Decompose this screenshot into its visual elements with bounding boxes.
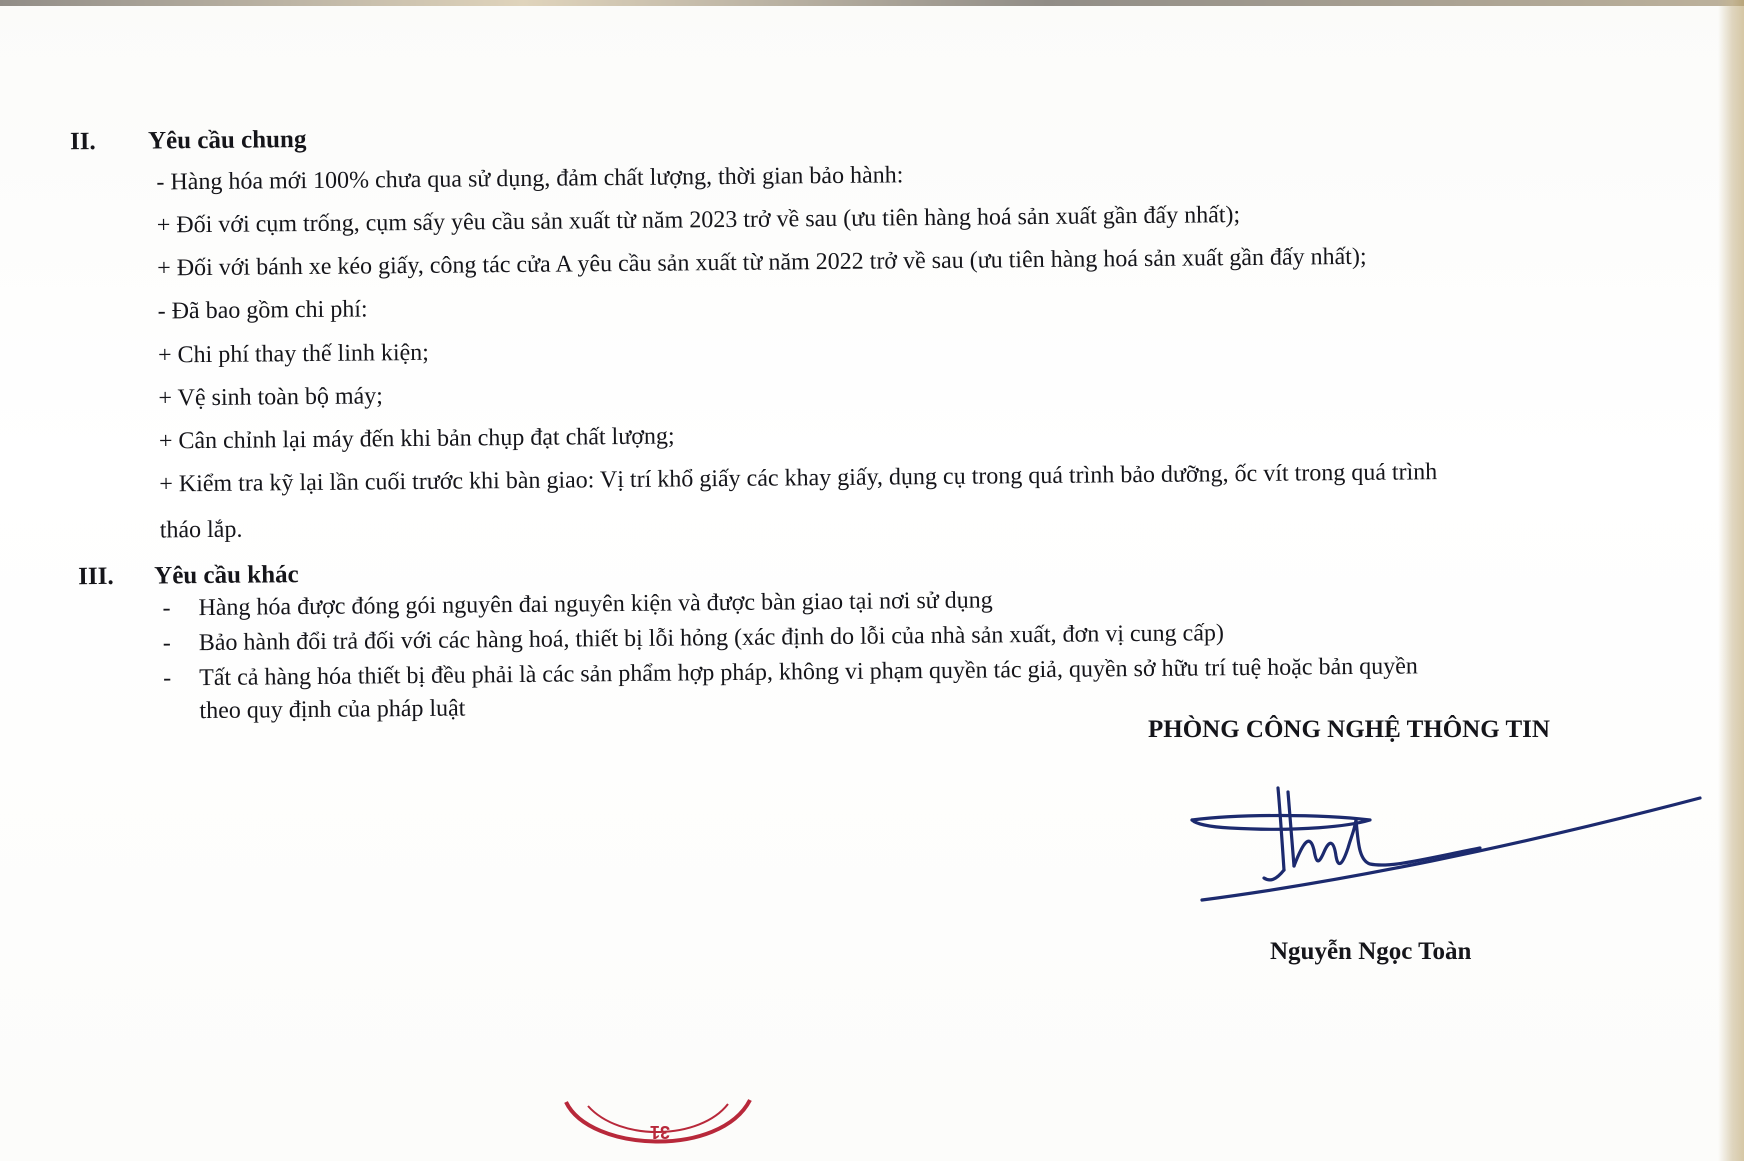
section-iii-item-3-continued: theo quy định của pháp luật bbox=[199, 695, 466, 725]
section-ii-line-2: + Đối với cụm trống, cụm sấy yêu cầu sản xuất từ năm 2023 trở về sau (ưu tiên hàng hoá sản xuất gần đấy nhất); bbox=[156, 202, 1241, 239]
signature-mark bbox=[1180, 770, 1720, 920]
section-iii-title: Yêu cầu khác bbox=[154, 561, 299, 590]
section-ii-line-8: + Kiểm tra kỹ lại lần cuối trước khi bàn giao: Vị trí khổ giấy các khay giấy, dụng cụ trong quá trình bảo dưỡng, ốc vít trong quá trình bbox=[159, 459, 1438, 498]
section-iii-item-1: Hàng hóa được đóng gói nguyên đai nguyên kiện và được bàn giao tại nơi sử dụng bbox=[198, 587, 993, 622]
stamp-text: 31 bbox=[649, 1122, 671, 1142]
section-ii-line-7: + Cân chỉnh lại máy đến khi bản chụp đạt chất lượng; bbox=[158, 423, 675, 455]
section-ii-line-4: - Đã bao gồm chi phí: bbox=[157, 296, 368, 325]
signer-name: Nguyễn Ngọc Toàn bbox=[1270, 938, 1472, 965]
section-ii-line-6: + Vệ sinh toàn bộ máy; bbox=[158, 383, 384, 412]
section-ii-title: Yêu cầu chung bbox=[147, 126, 307, 155]
section-iii-number: III. bbox=[78, 562, 114, 591]
section-iii-item-3: Tất cả hàng hóa thiết bị đều phải là các sản phẩm hợp pháp, không vi phạm quyền tác giả, quyền sở hữu trí tuệ hoặc bản quyền bbox=[199, 653, 1418, 692]
section-ii-number: II. bbox=[69, 128, 96, 156]
department-name: PHÒNG CÔNG NGHỆ THÔNG TIN bbox=[1148, 716, 1550, 743]
section-iii-item-2: Bảo hành đổi trả đối với các hàng hoá, thiết bị lỗi hỏng (xác định do lỗi của nhà sản xuất, đơn vị cung cấp) bbox=[198, 620, 1225, 657]
section-iii-bullet-2: - bbox=[162, 630, 171, 657]
section-ii-line-3: + Đối với bánh xe kéo giấy, công tác cửa A yêu cầu sản xuất từ năm 2022 trở về sau (ưu tiên hàng hoá sản xuất gần đấy nhất); bbox=[157, 243, 1367, 282]
red-stamp bbox=[560, 1090, 760, 1161]
section-iii-bullet-3: - bbox=[163, 665, 172, 692]
signature bbox=[1180, 770, 1720, 925]
section-iii-bullet-1: - bbox=[162, 595, 171, 622]
stamp-seal bbox=[560, 1090, 760, 1161]
section-ii-line-5: + Chi phí thay thế linh kiện; bbox=[157, 339, 430, 369]
section-ii-line-1: - Hàng hóa mới 100% chưa qua sử dụng, đảm chất lượng, thời gian bảo hành: bbox=[156, 162, 904, 196]
section-ii-line-9: tháo lắp. bbox=[159, 516, 243, 544]
